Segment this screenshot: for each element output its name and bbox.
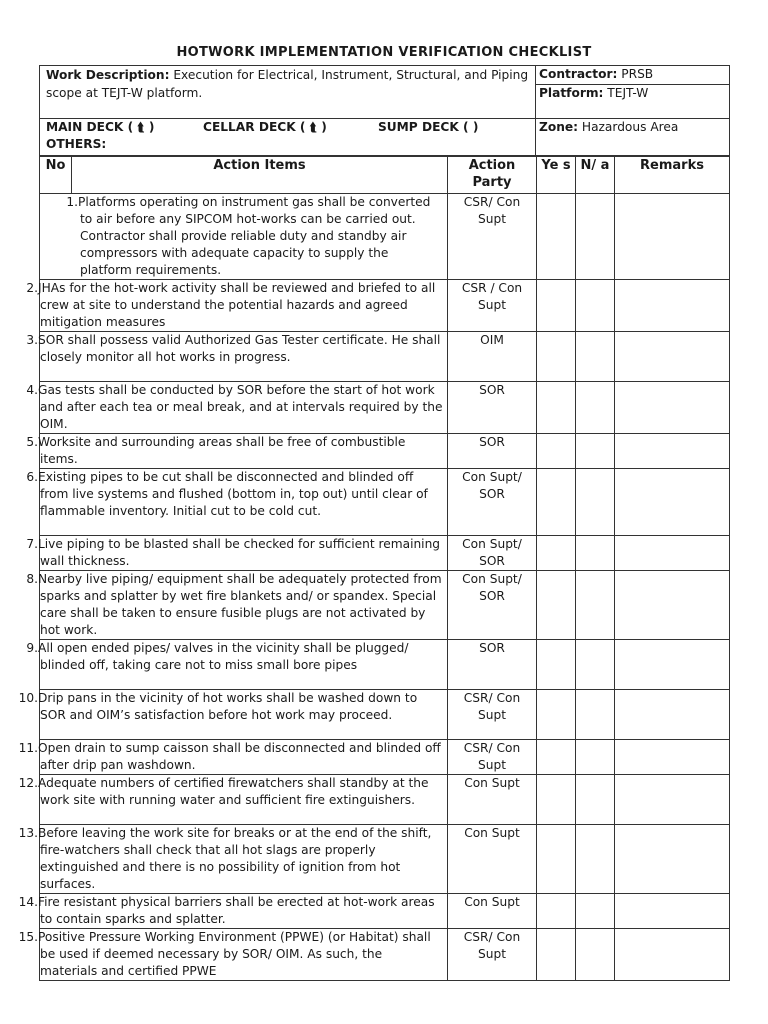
row-number: 10. [18,691,38,705]
platform-cell [536,85,730,119]
work-description-label: Work Description: [46,68,170,82]
col-action-party-header: Action Party [448,157,537,194]
zone-label: Zone: [539,120,579,134]
action-party-cell: CSR/ Con Supt [448,690,537,740]
action-party-cell: Con Supt/ SOR [448,571,537,640]
yes-checkbox-cell[interactable] [537,775,576,825]
table-row [40,640,730,690]
action-item-text: Fire resistant physical barriers shall be erected at hot-work areas to contain sparks and splatter. [38,895,435,926]
action-item-text: Nearby live piping/ equipment shall be adequately protected from sparks and splatter by wet fire blankets and/ or spandex. Special care shall be taken to ensure fusible plugs are not activated by hot work. [38,572,442,637]
yes-checkbox-cell[interactable] [537,382,576,434]
na-checkbox-cell[interactable] [576,434,615,469]
action-item-text: Open drain to sump caisson shall be disconnected and blinded off after drip pan washdown. [38,741,441,772]
na-checkbox-cell[interactable] [576,194,615,280]
remarks-cell[interactable] [615,194,730,280]
table-row [40,690,730,740]
action-item-cell [18,825,448,894]
table-row [40,536,730,571]
contractor-label: Contractor: [539,67,618,81]
action-item-text: All open ended pipes/ valves in the vicinity shall be plugged/ blinded off, taking care not to miss small bore pipes [38,641,409,672]
action-item-text: JHAs for the hot-work activity shall be reviewed and briefed to all crew at site to understand the potential hazards and agreed mitigation measures [38,281,436,329]
yes-checkbox-cell[interactable] [537,536,576,571]
table-row [40,571,730,640]
na-checkbox-cell[interactable] [576,929,615,981]
sump-deck-option: SUMP DECK ( ) [378,120,479,134]
yes-checkbox-cell[interactable] [537,332,576,382]
platform-value: TEJT-W [603,86,649,100]
row-number: 13. [18,826,38,840]
action-item-text: Existing pipes to be cut shall be disconnected and blinded off from live systems and flushed (bottom in, top out) until clear of flammable inventory. Initial cut to be cold cut. [38,470,428,518]
document-title: HOTWORK IMPLEMENTATION VERIFICATION CHECKLIST [176,45,592,60]
action-item-cell [26,382,448,434]
zone-cell [536,119,730,156]
remarks-cell[interactable] [615,280,730,332]
action-item-text: Gas tests shall be conducted by SOR before the start of hot work and after each tea or meal break, and at intervals required by the OIM. [38,383,443,431]
table-row [40,332,730,382]
action-item-cell [26,332,448,382]
col-action-items-header: Action Items [72,157,448,194]
yes-checkbox-cell[interactable] [537,280,576,332]
row-number: 4. [26,383,38,397]
yes-checkbox-cell[interactable] [537,894,576,929]
action-item-cell [26,469,448,536]
na-checkbox-cell[interactable] [576,571,615,640]
action-item-text: Positive Pressure Working Environment (PPWE) (or Habitat) shall be used if deemed necessary by SOR/ OIM. As such, the materials and certified PPWE [38,930,431,978]
table-row [40,775,730,825]
na-checkbox-cell[interactable] [576,894,615,929]
action-party-cell: CSR/ Con Supt [448,740,537,775]
deck-options [46,119,532,136]
na-checkbox-cell[interactable] [576,280,615,332]
remarks-cell[interactable] [615,740,730,775]
action-party-cell: OIM [448,332,537,382]
col-yes-header: Ye s [537,157,576,194]
row-number: 5. [26,435,38,449]
yes-checkbox-cell[interactable] [537,194,576,280]
remarks-cell[interactable] [615,825,730,894]
action-item-cell [18,690,448,740]
yes-checkbox-cell[interactable] [537,640,576,690]
remarks-cell[interactable] [615,536,730,571]
action-party-cell: Con Supt/ SOR [448,469,537,536]
zone-value: Hazardous Area [578,120,679,134]
action-item-text: SOR shall possess valid Authorized Gas Tester certificate. He shall closely monitor all hot works in progress. [38,333,441,364]
yes-checkbox-cell[interactable] [537,929,576,981]
row-number: 14. [18,895,38,909]
action-party-cell: Con Supt [448,775,537,825]
contractor-value: PRSB [617,67,654,81]
action-item-text: Adequate numbers of certified firewatchers shall standby at the work site with running water and sufficient fire extinguishers. [38,776,429,807]
remarks-cell[interactable] [615,640,730,690]
na-checkbox-cell[interactable] [576,690,615,740]
col-no-header: No [40,157,72,194]
table-row [40,740,730,775]
contractor-cell [536,66,730,85]
cellar-deck-option: CELLAR DECK ( ⮬ ) [203,120,327,134]
na-checkbox-cell[interactable] [576,775,615,825]
row-number: 11. [18,741,38,755]
action-item-text: Worksite and surrounding areas shall be free of combustible items. [38,435,406,466]
action-party-cell: Con Supt [448,894,537,929]
action-item-cell [18,929,448,981]
remarks-cell[interactable] [615,775,730,825]
yes-checkbox-cell[interactable] [537,740,576,775]
row-number: 2. [26,281,38,295]
platform-label: Platform: [539,86,604,100]
row-number: 6. [26,470,38,484]
action-item-cell [26,536,448,571]
table-row [40,825,730,894]
action-item-text: Platforms operating on instrument gas shall be converted to air before any SIPCOM hot-works can be carried out. Contractor shall provide reliable duty and standby air compressors with adequate capacity to supply the platform requirements. [78,195,431,277]
row-number: 12. [18,776,38,790]
action-item-text: Drip pans in the vicinity of hot works shall be washed down to SOR and OIM’s satisfaction before hot work may proceed. [38,691,418,722]
na-checkbox-cell[interactable] [576,825,615,894]
table-row [40,382,730,434]
action-party-cell: CSR/ Con Supt [448,929,537,981]
action-item-cell [18,775,448,825]
deck-cell [40,119,536,156]
remarks-cell[interactable] [615,690,730,740]
col-na-header: N/ a [576,157,615,194]
yes-checkbox-cell[interactable] [537,434,576,469]
na-checkbox-cell[interactable] [576,332,615,382]
remarks-cell[interactable] [615,382,730,434]
action-party-cell: SOR [448,382,537,434]
table-row [40,280,730,332]
action-item-cell [26,434,448,469]
na-checkbox-cell[interactable] [576,640,615,690]
action-item-cell [26,280,448,332]
row-number: 8. [26,572,38,586]
action-party-cell: SOR [448,434,537,469]
table-row [40,194,730,280]
row-number: 3. [26,333,38,347]
na-checkbox-cell[interactable] [576,740,615,775]
action-item-text: Live piping to be blasted shall be checked for sufficient remaining wall thickness. [38,537,441,568]
col-remarks-header: Remarks [615,157,730,194]
action-party-cell: Con Supt [448,825,537,894]
header-table [39,65,730,156]
main-deck-option: MAIN DECK ( ⮬ ) [46,120,155,134]
remarks-cell[interactable] [615,929,730,981]
remarks-cell[interactable] [615,434,730,469]
others-label: OTHERS: [46,137,107,151]
action-item-cell [40,194,448,280]
checklist-header-row [40,157,730,194]
action-item-cell [18,740,448,775]
na-checkbox-cell[interactable] [576,382,615,434]
table-row [40,929,730,981]
remarks-cell[interactable] [615,332,730,382]
action-party-cell: CSR / Con Supt [448,280,537,332]
yes-checkbox-cell[interactable] [537,571,576,640]
action-party-cell: Con Supt/ SOR [448,536,537,571]
na-checkbox-cell[interactable] [576,469,615,536]
yes-checkbox-cell[interactable] [537,469,576,536]
table-row [40,434,730,469]
row-number: 15. [18,930,38,944]
action-item-text: Before leaving the work site for breaks or at the end of the shift, fire-watchers shall check that all hot slags are properly extinguished and there is no possibility of ignition from hot surfaces. [38,826,432,891]
action-party-cell: SOR [448,640,537,690]
work-description-cell [40,66,536,119]
checklist-table [18,156,730,981]
remarks-cell[interactable] [615,571,730,640]
action-item-cell [26,640,448,690]
row-number: 7. [26,537,38,551]
remarks-cell[interactable] [615,894,730,929]
yes-checkbox-cell[interactable] [537,690,576,740]
remarks-cell[interactable] [615,469,730,536]
table-row [40,469,730,536]
work-description-value: Execution for Electrical, Instrument, Structural, and Piping scope at TEJT-W platform. [46,68,529,100]
table-row [40,894,730,929]
action-party-cell: CSR/ Con Supt [448,194,537,280]
row-number: 9. [26,641,38,655]
row-number: 1. [66,195,78,209]
yes-checkbox-cell[interactable] [537,825,576,894]
action-item-cell [26,571,448,640]
action-item-cell [18,894,448,929]
na-checkbox-cell[interactable] [576,536,615,571]
